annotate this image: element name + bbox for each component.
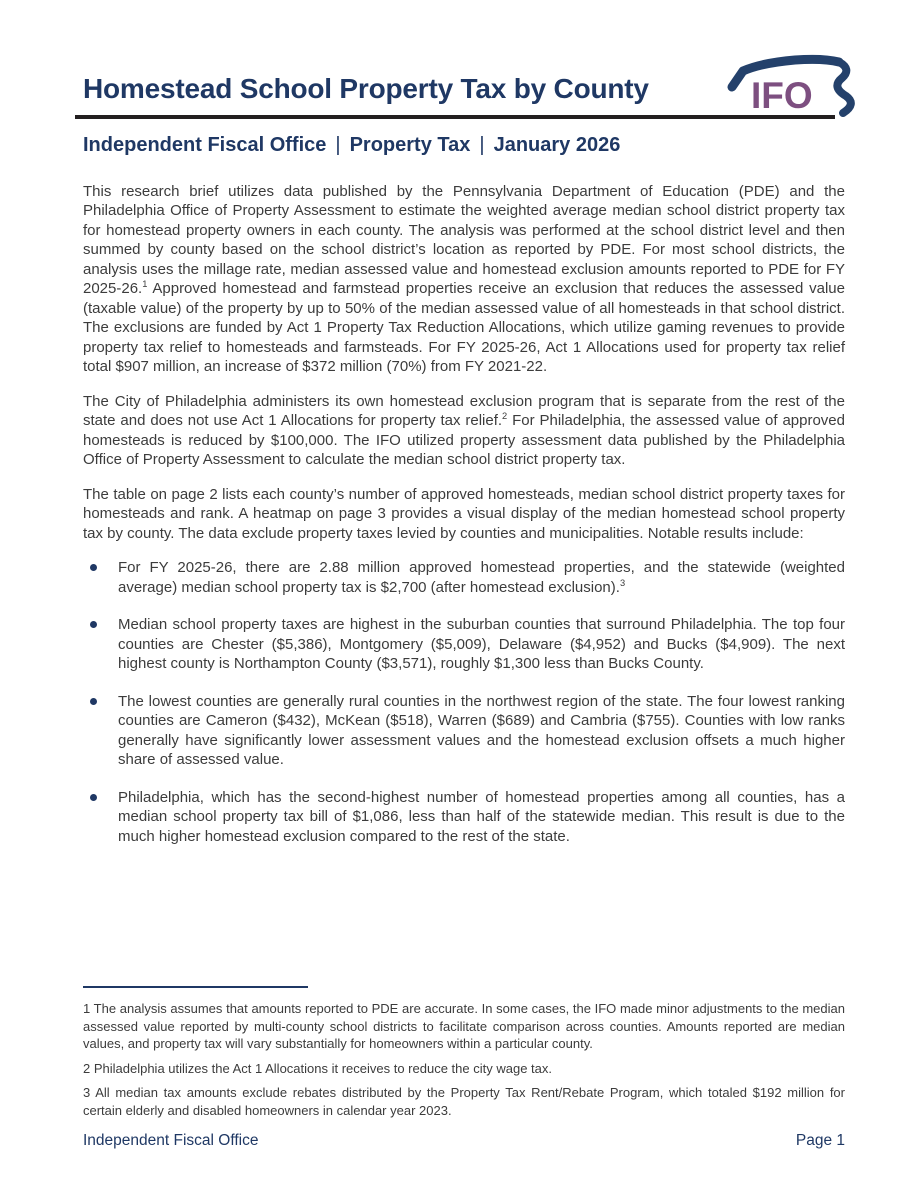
footer-page-number: Page 1 — [795, 1132, 845, 1149]
bullet-icon — [90, 621, 97, 628]
bullet-icon — [90, 794, 97, 801]
footer-office-name: Independent Fiscal Office — [83, 1132, 259, 1149]
paragraph: This research brief utilizes data published by the Pennsylvania Department of Education (PDE) and the Philadelphia Office of Property Assessment to estimate the weighted average median school district property tax for homestead property owners in each county. The analysis was performed at the school district level and then summed by county based on the school district’s location as reported by PDE. For most school districts, the analysis uses the millage rate, median assessed value and homestead exclusion amounts reported to PDE for FY 2025-26.$^1$ Approved homestead and farmstead properties receive an exclusion that reduces the assessed value (taxable value) of the property by up to 50% of the median assessed value of all homesteads in that school district. The exclusions are funded by Act 1 Property Tax Reduction Allocations, which utilize gaming revenues to provide property tax relief to homesteads and farmsteads. For FY 2025-26, Act 1 Allocations used for property tax relief total $907 million, an increase of $372 million (70%) from FY 2021-22. — [83, 182, 845, 376]
subtitle-office: Independent Fiscal Office — [83, 133, 327, 156]
subtitle-topic: Property Tax — [349, 133, 471, 156]
page-title: Homestead School Property Tax by County — [83, 73, 649, 104]
footnote: 1 The analysis assumes that amounts reported to PDE are accurate. In some cases, the IFO made minor adjustments to the median assessed value reported by multi-county school districts to facilitate comparison across counties. Amounts reported are median values, and property tax will vary substantially for homeowners within a particular county. — [83, 1001, 845, 1051]
bullet-item — [83, 788, 845, 847]
bullet-text: For FY 2025-26, there are 2.88 million approved homestead properties, and the statewide (weighted average) median school property tax is $2,700 (after homestead exclusion).$^3$ — [118, 559, 845, 596]
body-copy — [83, 182, 845, 847]
bullet-icon — [90, 564, 97, 571]
pipe-separator: | — [335, 133, 341, 156]
footnotes-section — [83, 986, 845, 1126]
page-footer — [83, 1132, 845, 1150]
subtitle-date: January 2026 — [493, 133, 621, 156]
bullet-item — [83, 558, 845, 597]
title-divider — [75, 115, 835, 119]
bullet-list — [83, 558, 845, 846]
footnote: 3 All median tax amounts exclude rebates distributed by the Property Tax Rent/Rebate Program, which totaled $192 million for certain elderly and disabled homeowners in calendar year 2023. — [83, 1085, 845, 1118]
bullet-text: The lowest counties are generally rural counties in the northwest region of the state. The four lowest ranking counties are Cameron ($432), McKean ($518), Warren ($689) and Cambria ($755). Counties with low ranks generally have significantly lower assessment values and the homestead exclusion offsets a much higher share of assessed value. — [118, 692, 845, 769]
ifo-logo — [725, 50, 857, 118]
bullet-text: Median school property taxes are highest in the suburban counties that surround Philadelphia. The top four counties are Chester ($5,386), Montgomery ($5,009), Delaware ($4,952) and Bucks ($4,909). The next highest county is Northampton County ($3,571), roughly $1,300 less than Bucks County. — [118, 616, 845, 673]
footnote: 2 Philadelphia utilizes the Act 1 Allocations it receives to reduce the city wage tax. — [83, 1060, 552, 1076]
pipe-separator: | — [479, 133, 485, 156]
bullet-item — [83, 615, 845, 674]
logo-pennsylvania-stroke-right — [837, 62, 850, 113]
logo-text: IFO — [751, 75, 813, 116]
footnote-separator — [83, 986, 308, 988]
subtitle — [83, 134, 845, 157]
header — [83, 72, 845, 157]
bullet-text: Philadelphia, which has the second-highest number of homestead properties among all counties, has a median school property tax bill of $1,086, less than half of the statewide median. This result is due to the much higher homestead exclusion compared to the rest of the state. — [118, 788, 845, 845]
bullet-icon — [90, 698, 97, 705]
paragraph: The table on page 2 lists each county’s number of approved homesteads, median school district property taxes for homesteads and rank. A heatmap on page 3 provides a visual display of the median homestead school property tax by county. The data exclude property taxes levied by counties and municipalities. Notable results include: — [83, 485, 845, 542]
paragraph: The City of Philadelphia administers its own homestead exclusion program that is separate from the rest of the state and does not use Act 1 Allocations for property tax relief.$^2$ For Philadelphia, the assessed value of approved homesteads is reduced by $100,000. The IFO utilized property assessment data published by the Philadelphia Office of Property Assessment to calculate the median school district property tax. — [83, 392, 845, 469]
bullet-item — [83, 692, 845, 770]
